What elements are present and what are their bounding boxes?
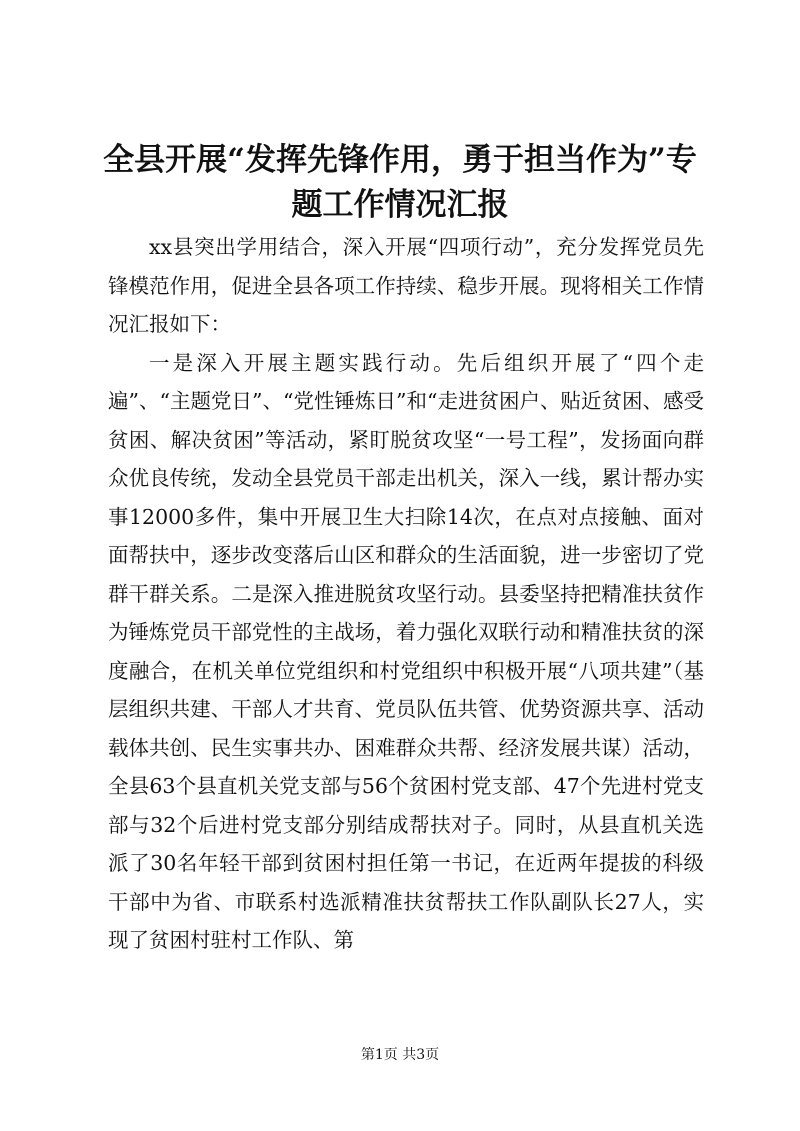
page-footer: 第1页 共3页: [360, 1047, 440, 1063]
body-paragraph-actions: 一是深入开展主题实践行动。先后组织开展了“四个走遍”、“主题党日”、“党性锤炼日”和“走进贫困户、贴近贫困、感受贫困、解决贫困”等活动，紧盯脱贫攻坚“一号工程”，发扬面向群众优良传统，发动全县党员干部走出机关，深入一线，累计帮办实事12000多件，集中开展卫生大扫除14次，在点对点接触、面对面帮扶中，逐步改变落后山区和群众的生活面貌，进一步密切了党群干群关系。二是深入推进脱贫攻坚行动。县委坚持把精准扶贫作为锤炼党员干部党性的主战场，着力强化双联行动和精准扶贫的深度融合，在机关单位党组织和村党组织中积极开展“八项共建”（基层组织共建、干部人才共育、党员队伍共管、优势资源共享、活动载体共创、民生实事共办、困难群众共帮、经济发展共谋）活动，全县63个县直机关党支部与56个贫困村党支部、47个先进村党支部与32个后进村党支部分别结成帮扶对子。同时，从县直机关选派了30名年轻干部到贫困村担任第一书记，在近两年提拔的科级干部中为省、市联系村选派精准扶贫帮扶工作队副队长27人，实现了贫困村驻村工作队、第: [108, 350, 704, 952]
document-body: [108, 228, 704, 960]
body-paragraph-intro: xx县突出学用结合，深入开展“四项行动”，充分发挥党员先锋模范作用，促进全县各项工作持续、稳步开展。现将相关工作情况汇报如下：: [108, 235, 704, 336]
document-title: 全县开展“发挥先锋作用，勇于担当作为”专题工作情况汇报: [103, 142, 697, 223]
